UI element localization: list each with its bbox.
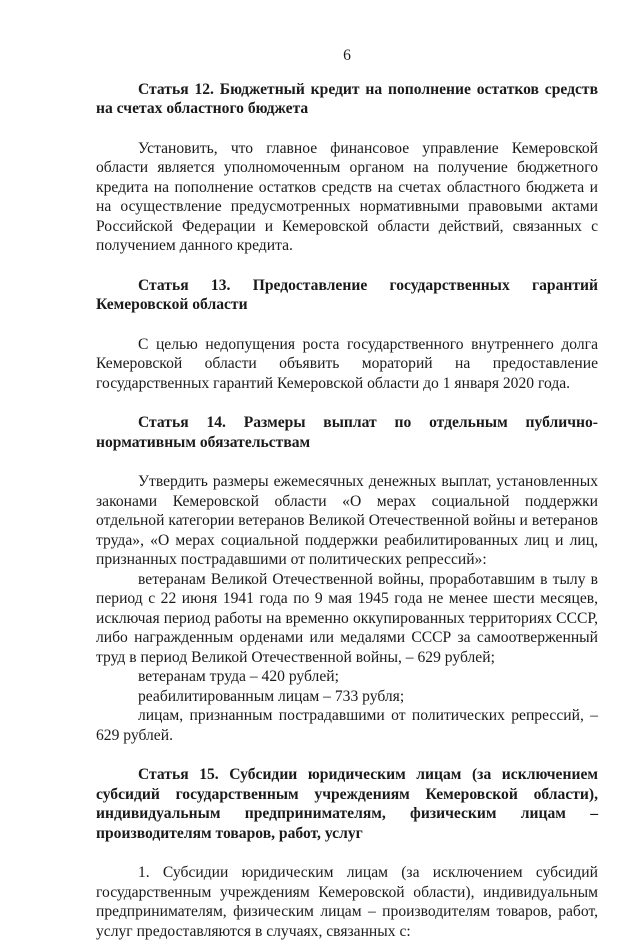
article-12-paragraph: Установить, что главное финансовое управление Кемеровской области является уполномоченным органом на получение бюджетного кредита на пополнение остатков средств на счетах областного бюджета и на осуществление предусмотренных нормативными правовыми актами Российской Федерации и Кемеровской области действий, связанных с получением данного кредита. [96,139,598,254]
article-14-heading: Статья 14. Размеры выплат по отдельным публично-нормативным обязательствам [96,414,598,451]
article-12-body [96,139,598,256]
article-15-body [96,863,598,941]
article-14-body [96,472,598,745]
article-15-paragraph-1: 1. Субсидии юридическим лицам (за исключением субсидий государственным учреждениям Кемеровской области), индивидуальным предпринимателям, физическим лицам – производителям товаров, работ, услуг предоставляются в случаях, связанных с: [96,864,598,940]
article-12 [96,80,598,256]
article-13-body [96,335,598,394]
article-14-paragraph-intro: Утвердить размеры ежемесячных денежных выплат, установленных законами Кемеровской области «О мерах социальной поддержки отдельной категории ветеранов Великой Отечественной войны и ветеранов труда», «О мерах социальной поддержки реабилитированных лиц и лиц, признанных пострадавшими от политических репрессий»: [96,473,598,568]
article-14-paragraph-rehabilitated: реабилитированным лицам – 733 рубля; [138,687,405,705]
article-13-heading: Статья 13. Предоставление государственных гарантий Кемеровской области [96,276,598,313]
article-14-paragraph-labor-veterans: ветеранам труда – 420 рублей; [138,668,339,685]
page-number: 6 [343,47,351,64]
article-15 [96,765,598,941]
article-12-heading: Статья 12. Бюджетный кредит на пополнение остатков средств на счетах областного бюджета [96,80,598,117]
article-15-heading: Статья 15. Субсидии юридическим лицам (за исключением субсидий государственным учреждениям Кемеровской области), индивидуальным предпринимателям, физическим лицам – производителям товаров, работ, услуг [96,766,598,842]
article-14 [96,413,598,745]
article-14-paragraph-repression-victims: лицам, признанным пострадавшими от политических репрессий, – 629 рублей. [96,707,598,744]
article-13 [96,276,598,394]
article-14-paragraph-wwii-veterans: ветеранам Великой Отечественной войны, проработавшим в тылу в период с 22 июня 1941 года по 9 мая 1945 года не менее шести месяцев, исключая период работы на временно оккупированных территориях СССР, либо награжденным орденами или медалями СССР за самоотверженный труд в период Великой Отечественной войны, – 629 рублей; [96,570,598,666]
article-13-paragraph: С целью недопущения роста государственного внутреннего долга Кемеровской области объявить мораторий на предоставление государственных гарантий Кемеровской области до 1 января 2020 года. [96,335,598,392]
